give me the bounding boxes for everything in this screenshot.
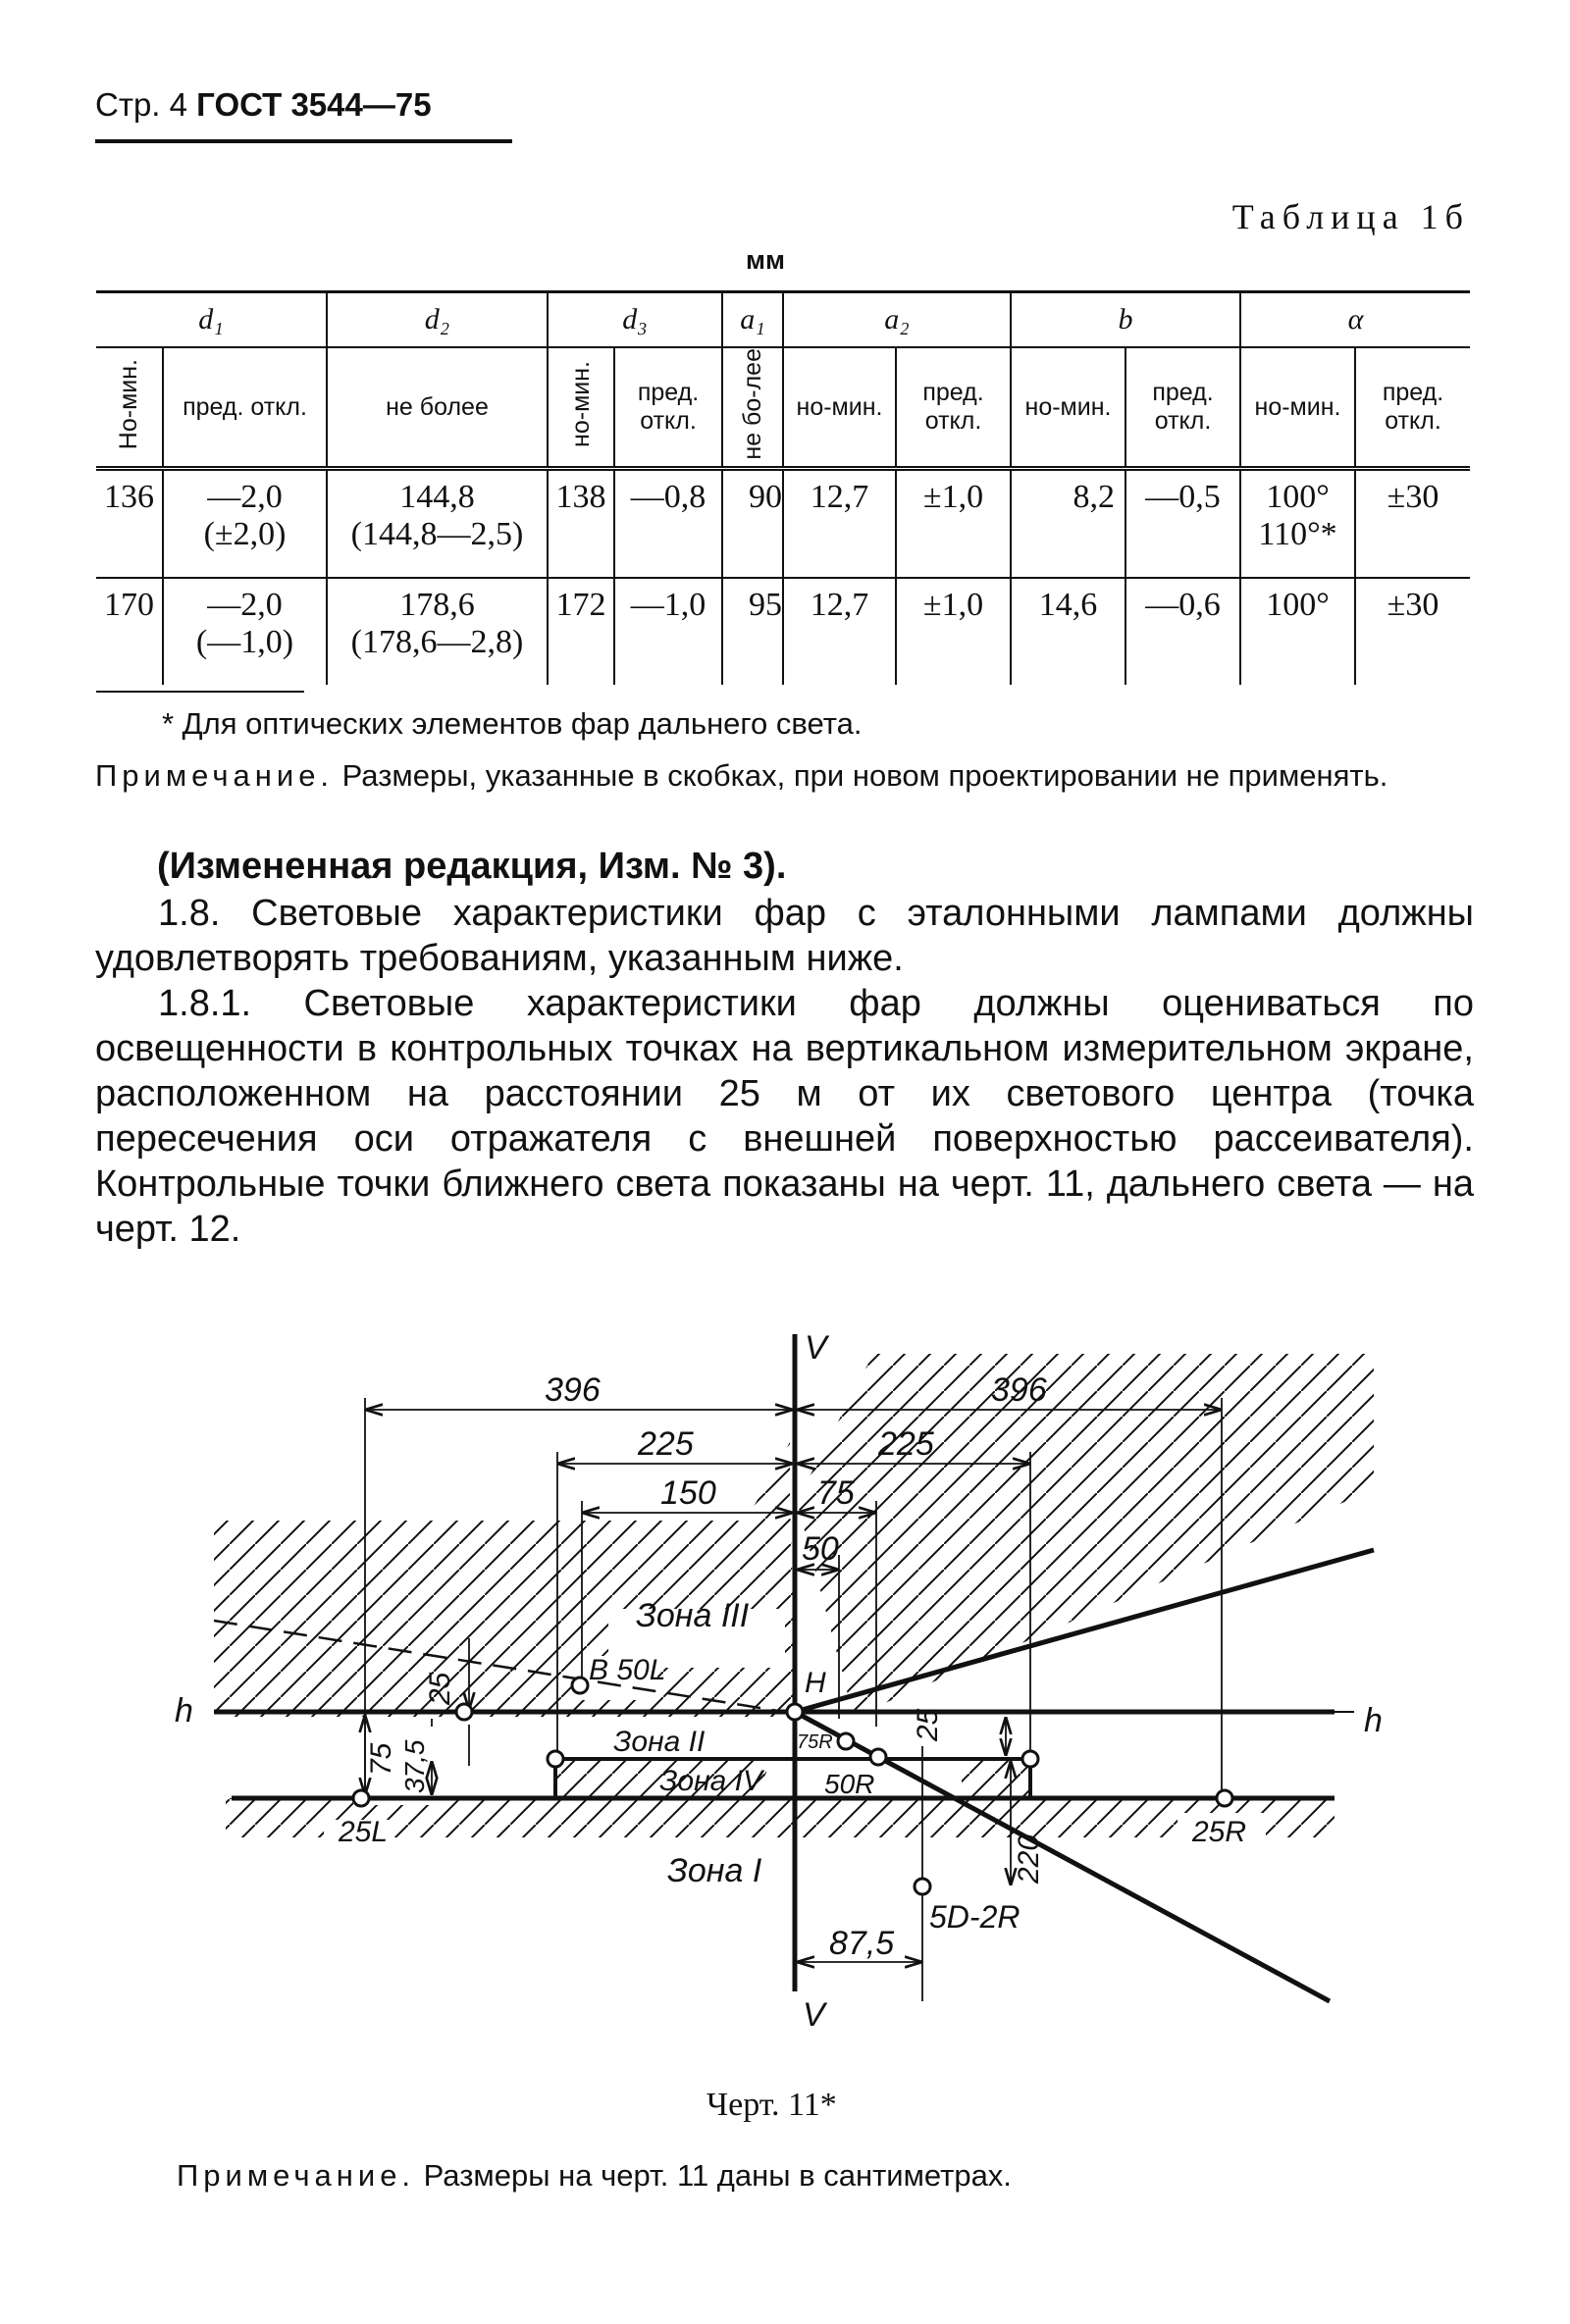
drawing-caption: Черт. 11* (706, 2087, 837, 2123)
col-a1: a₁ (722, 292, 783, 348)
table-header-groups (96, 292, 1470, 348)
cell: 100° (1240, 578, 1355, 685)
dim-396-right: 396 (991, 1371, 1047, 1409)
label-v-bottom: V (803, 1996, 825, 2034)
cell: 178,6 (178,6—2,8) (327, 578, 548, 685)
standard-number: ГОСТ 3544—75 (196, 86, 432, 123)
header-rule (95, 139, 512, 143)
label-75r: 75R (797, 1731, 833, 1753)
sub-d2-max: не более (327, 347, 548, 469)
col-a2: a₂ (783, 292, 1011, 348)
label-5d-2r: 5D-2R (929, 1899, 1020, 1935)
cell: ±1,0 (896, 578, 1011, 685)
cell: 136 (96, 469, 163, 579)
table-row (96, 578, 1470, 685)
point-5d-2r (915, 1879, 930, 1894)
table-row (96, 469, 1470, 579)
cell: —0,6 (1125, 578, 1240, 685)
table-unit: мм (746, 245, 785, 275)
dim-150: 150 (660, 1474, 716, 1512)
point-25r (1217, 1790, 1232, 1806)
label-h-point: H (805, 1667, 826, 1699)
note-text: Размеры, указанные в скобках, при новом проектировании не применять. (334, 758, 1388, 793)
cell: 90 (722, 469, 783, 579)
sub-a2-nom: но-мин. (783, 347, 896, 469)
cell: 138 (548, 469, 614, 579)
dim-37-5: 37,5 (399, 1739, 430, 1793)
point-50r (870, 1749, 886, 1765)
cell: —0,8 (614, 469, 722, 579)
hatch-zone-iv-right (962, 1761, 1030, 1798)
point-75r (838, 1733, 854, 1749)
point-zone-ii-right (1022, 1751, 1038, 1767)
hatch-right-upper (797, 1354, 1374, 1717)
label-25r: 25R (1192, 1816, 1247, 1848)
cell: 100° 110°* (1240, 469, 1355, 579)
table-footnote: * Для оптических элементов фар дальнего света. (162, 706, 863, 741)
sub-d1-nom: Но-мин. (115, 358, 143, 449)
cell: ±1,0 (896, 469, 1011, 579)
table-header-sub (96, 347, 1470, 469)
dim-220: 220 (1013, 1833, 1045, 1884)
label-zone-iv: Зона IV (659, 1765, 762, 1797)
cell: ±30 (1355, 578, 1470, 685)
point-zone-ii-left (548, 1751, 563, 1767)
dim-225-left: 225 (638, 1425, 694, 1463)
cell: 95 (722, 578, 783, 685)
point-h (787, 1704, 803, 1720)
cell: 12,7 (783, 578, 896, 685)
dim-225-right: 225 (878, 1425, 934, 1463)
col-b: b (1011, 292, 1240, 348)
sub-d3-nom: но-мин. (566, 360, 595, 447)
col-d3: d₃ (548, 292, 722, 348)
cell: —2,0 (—1,0) (163, 578, 327, 685)
footnote-rule (96, 691, 304, 693)
table-note (95, 757, 1474, 795)
label-v-top: V (805, 1329, 827, 1367)
sub-d3-dev: пред. откл. (614, 347, 722, 469)
cell: 170 (96, 578, 163, 685)
sub-alpha-dev: пред. откл. (1355, 347, 1470, 469)
col-d1: d₁ (96, 292, 327, 348)
dim-75-left: 75 (365, 1742, 397, 1776)
drawing-note-text: Размеры на черт. 11 даны в сантиметрах. (415, 2158, 1012, 2193)
label-h-right: h (1364, 1702, 1383, 1739)
cell: 172 (548, 578, 614, 685)
sub-d1-dev: пред. откл. (163, 347, 327, 469)
drawing-note (177, 2158, 1012, 2194)
dimensions-table (96, 290, 1470, 685)
dim-50: 50 (802, 1530, 839, 1568)
cell: ±30 (1355, 469, 1470, 579)
sub-a1-max: не бо-лее (738, 348, 766, 460)
col-alpha: α (1240, 292, 1470, 348)
dim-87-5: 87,5 (829, 1925, 895, 1962)
dim-25-left: 25 (424, 1672, 456, 1705)
beam-pattern-drawing (0, 1315, 1570, 2080)
label-25l: 25L (339, 1816, 389, 1848)
dim-25-right: 25 (912, 1708, 944, 1741)
point-25l (353, 1790, 369, 1806)
point-b50l (572, 1678, 588, 1693)
point-h-left (456, 1704, 472, 1720)
page-number: Стр. 4 (95, 86, 187, 123)
cell: —1,0 (614, 578, 722, 685)
paragraph-1-8: 1.8. Световые характеристики фар с эталонными лампами должны удовлетворять требованиям, указанным ниже. (95, 893, 1474, 979)
note-label: Примечание. (95, 758, 335, 793)
page-header (95, 86, 432, 124)
amendment-note: (Измененная редакция, Изм. № 3). (157, 846, 787, 887)
label-zone-i: Зона I (667, 1852, 762, 1889)
sub-alpha-nom: но-мин. (1240, 347, 1355, 469)
cell: —0,5 (1125, 469, 1240, 579)
label-b50l: B 50L (589, 1654, 666, 1686)
col-d2: d₂ (327, 292, 548, 348)
label-h-left: h (175, 1692, 193, 1730)
dim-396-left: 396 (545, 1371, 601, 1409)
cell: 14,6 (1011, 578, 1125, 685)
dim-75-top: 75 (817, 1474, 855, 1512)
paragraph-1-8-1: 1.8.1. Световые характеристики фар должны оцениваться по освещенности в контрольных точках на вертикальном измерительном экране, расположенном на расстоянии 25 м от их светового центра (точка пересечения оси отражателя с внешней поверхностью рассеивателя). Контрольные точки ближнего света показаны на черт. 11, дальнего света — на черт. 12. (95, 983, 1474, 1250)
drawing-note-label: Примечание. (177, 2158, 416, 2193)
sub-b-dev: пред. откл. (1125, 347, 1240, 469)
cell: 12,7 (783, 469, 896, 579)
cell: 144,8 (144,8—2,5) (327, 469, 548, 579)
sub-b-nom: но-мин. (1011, 347, 1125, 469)
sub-a2-dev: пред. откл. (896, 347, 1011, 469)
table-caption: Таблица 1б (1231, 197, 1470, 236)
label-zone-ii: Зона II (613, 1726, 706, 1758)
cell: —2,0 (±2,0) (163, 469, 327, 579)
label-50r: 50R (824, 1769, 875, 1799)
label-zone-iii: Зона III (636, 1597, 750, 1634)
cell: 8,2 (1011, 469, 1125, 579)
